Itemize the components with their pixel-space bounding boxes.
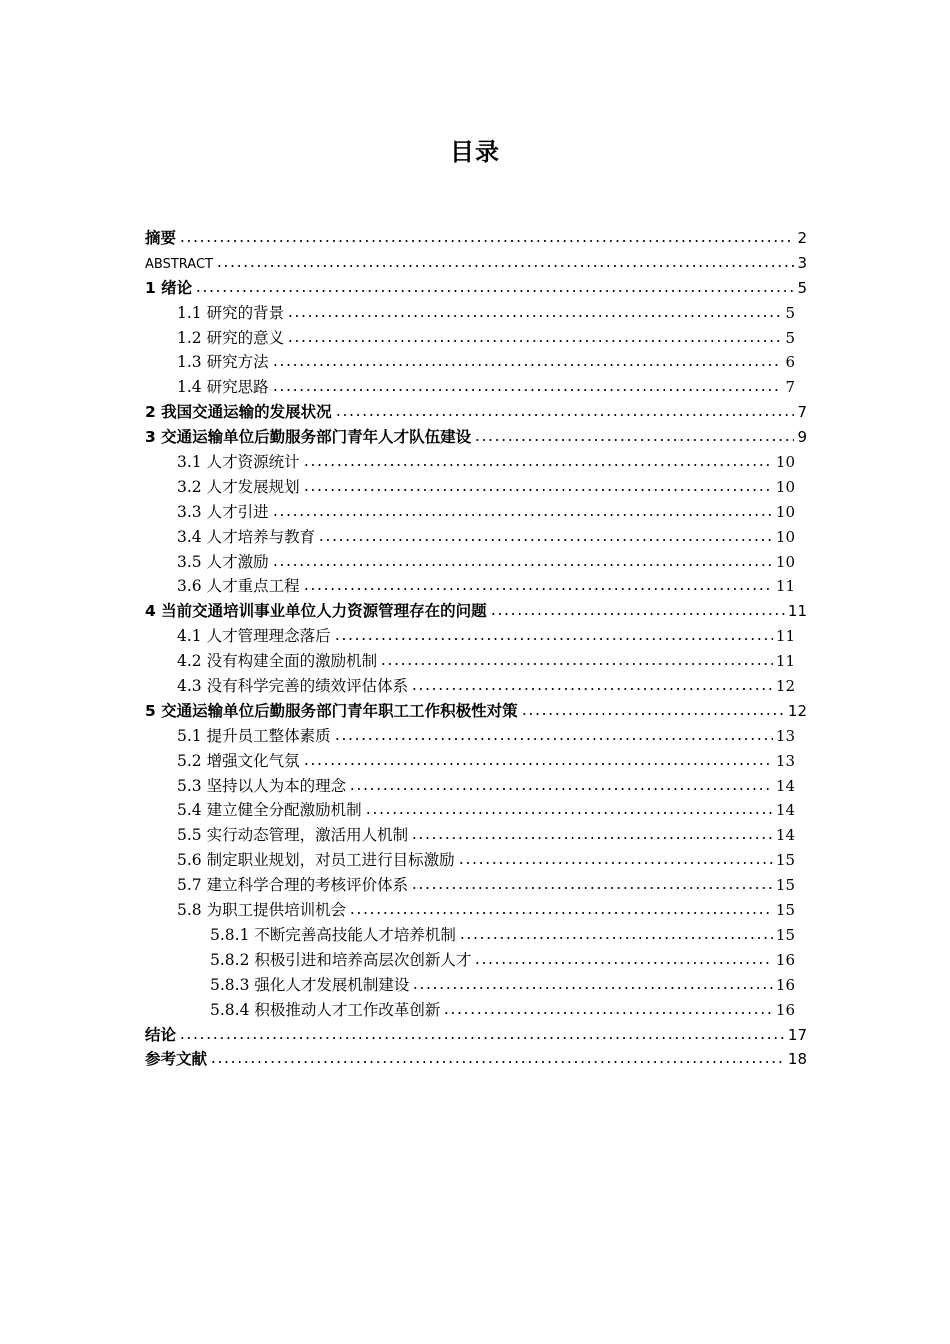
toc-dot-leader (380, 662, 773, 666)
toc-page-number: 14 (775, 826, 795, 845)
toc-page-number: 15 (775, 851, 795, 870)
toc-page-number: 13 (775, 726, 795, 745)
toc-entry-title: 5.3 坚持以人为本的理念 (177, 776, 347, 795)
toc-page-number: 11 (775, 652, 795, 671)
toc-page-number: 11 (787, 602, 807, 621)
toc-entry[interactable] (145, 898, 807, 923)
toc-dot-leader (318, 538, 773, 542)
toc-dot-leader (287, 339, 782, 343)
toc-dot-leader (335, 413, 795, 417)
toc-entry-title: 1.1 研究的背景 (177, 303, 285, 322)
toc-dot-leader (195, 289, 794, 293)
toc-page-number: 17 (787, 1025, 807, 1044)
toc-dot-leader (365, 811, 773, 815)
toc-entry-title: 摘要 (145, 229, 177, 247)
toc-entry-title: 5.8.4 积极推动人才工作改革创新 (210, 1000, 441, 1019)
toc-dot-leader (490, 612, 785, 616)
toc-page-number: 15 (775, 901, 795, 920)
toc-dot-leader (179, 1036, 785, 1040)
toc-entry-title: 3.5 人才激励 (177, 552, 269, 571)
toc-entry[interactable] (145, 301, 807, 326)
toc-entry[interactable] (145, 450, 807, 475)
toc-page-number: 18 (787, 1050, 807, 1069)
toc-dot-leader (272, 513, 773, 517)
toc-dot-leader (303, 762, 773, 766)
toc-page-number: 7 (785, 378, 795, 397)
toc-entry-title: 5.8.1 不断完善高技能人才培养机制 (210, 925, 456, 944)
toc-entry[interactable] (145, 500, 807, 525)
toc-page-number: 10 (775, 502, 795, 521)
toc-dot-leader (334, 637, 773, 641)
toc-dot-leader (412, 986, 773, 990)
toc-page-number: 11 (775, 627, 795, 646)
toc-dot-leader (272, 388, 783, 392)
toc-entry[interactable] (145, 699, 807, 724)
toc-dot-leader (411, 836, 773, 840)
toc-entry-title: 2 我国交通运输的发展状况 (145, 403, 332, 422)
toc-entry-title: 1.2 研究的意义 (177, 328, 285, 347)
toc-entry[interactable] (145, 1047, 807, 1072)
toc-entry-title: 5.7 建立科学合理的考核评价体系 (177, 876, 409, 895)
toc-dot-leader (334, 737, 773, 741)
toc-entry-title: 3.4 人才培养与教育 (177, 527, 316, 546)
toc-entry[interactable] (145, 923, 807, 948)
toc-entry-title: 3.3 人才引进 (177, 502, 269, 521)
toc-entry-title: 5.8.3 强化人才发展机制建设 (210, 975, 410, 994)
toc-entry[interactable] (145, 1023, 807, 1048)
toc-dot-leader (474, 438, 794, 442)
toc-entry-title: 3 交通运输单位后勤服务部门青年人才队伍建设 (145, 428, 472, 447)
table-of-contents (145, 226, 807, 1072)
toc-entry[interactable] (145, 599, 807, 624)
toc-dot-leader (411, 886, 773, 890)
toc-entry-title: 5.2 增强文化气氛 (177, 751, 300, 770)
toc-entry[interactable] (145, 649, 807, 674)
toc-page-number: 16 (775, 1000, 795, 1019)
toc-entry[interactable] (145, 226, 807, 251)
toc-entry[interactable] (145, 475, 807, 500)
toc-entry[interactable] (145, 823, 807, 848)
toc-entry-title: 4.3 没有科学完善的绩效评估体系 (177, 677, 409, 696)
toc-page-number: 14 (775, 776, 795, 795)
toc-entry-title: 5.8.2 积极引进和培养高层次创新人才 (210, 950, 472, 969)
toc-entry[interactable] (145, 550, 807, 575)
toc-page-number: 10 (775, 552, 795, 571)
toc-dot-leader (272, 563, 773, 567)
toc-dot-leader (272, 363, 783, 367)
toc-page-number: 2 (797, 229, 807, 247)
toc-entry[interactable] (145, 574, 807, 599)
toc-dot-leader (521, 712, 785, 716)
toc-entry-title: 5.5 实行动态管理，激活用人机制 (177, 826, 409, 845)
toc-entry-title: 结论 (145, 1025, 177, 1044)
toc-dot-leader (216, 264, 794, 268)
toc-entry[interactable] (145, 774, 807, 799)
toc-page-number: 6 (785, 353, 795, 372)
toc-entry[interactable] (145, 973, 807, 998)
toc-entry[interactable] (145, 948, 807, 973)
toc-dot-leader (210, 1060, 785, 1064)
toc-dot-leader (459, 936, 773, 940)
toc-entry[interactable] (145, 350, 807, 375)
toc-page-number: 15 (775, 876, 795, 895)
toc-entry[interactable] (145, 276, 807, 301)
toc-entry-title: 4.2 没有构建全面的激励机制 (177, 652, 378, 671)
toc-entry[interactable] (145, 375, 807, 400)
toc-page-number: 14 (775, 801, 795, 820)
toc-entry[interactable] (145, 749, 807, 774)
toc-entry-title: 5.6 制定职业规划，对员工进行目标激励 (177, 851, 455, 870)
toc-entry[interactable] (145, 326, 807, 351)
toc-page-number: 11 (775, 577, 795, 596)
toc-entry-title: 参考文献 (145, 1050, 208, 1069)
page-title: 目录 (450, 138, 500, 166)
toc-dot-leader (303, 463, 773, 467)
toc-page-number: 16 (775, 975, 795, 994)
toc-dot-leader (349, 911, 773, 915)
toc-dot-leader (303, 587, 773, 591)
toc-entry[interactable] (145, 724, 807, 749)
toc-entry[interactable] (145, 624, 807, 649)
toc-page-number: 10 (775, 453, 795, 472)
toc-entry-title: 5.4 建立健全分配激励机制 (177, 801, 362, 820)
toc-entry[interactable] (145, 525, 807, 550)
toc-dot-leader (179, 239, 794, 243)
toc-entry-title: 5 交通运输单位后勤服务部门青年职工工作积极性对策 (145, 701, 518, 720)
toc-entry-title: 5.1 提升员工整体素质 (177, 726, 331, 745)
toc-entry[interactable] (145, 251, 807, 276)
toc-entry-title: 3.6 人才重点工程 (177, 577, 300, 596)
toc-entry-title: 1.4 研究思路 (177, 378, 269, 397)
toc-entry[interactable] (145, 400, 807, 425)
toc-entry-title: 1 绪论 (145, 278, 193, 297)
toc-page-number: 5 (785, 328, 795, 347)
toc-entry-title: ABSTRACT (145, 256, 213, 272)
toc-page-number: 13 (775, 751, 795, 770)
toc-entry-title: 4 当前交通培训事业单位人力资源管理存在的问题 (145, 602, 487, 621)
toc-dot-leader (349, 787, 773, 791)
toc-page-number: 9 (797, 428, 807, 447)
toc-dot-leader (474, 961, 773, 965)
toc-dot-leader (287, 314, 782, 318)
toc-entry[interactable] (145, 848, 807, 873)
toc-page-number: 15 (775, 925, 795, 944)
toc-entry[interactable] (145, 425, 807, 450)
toc-entry[interactable] (145, 674, 807, 699)
toc-page-number: 5 (785, 303, 795, 322)
toc-entry[interactable] (145, 998, 807, 1023)
toc-page-number: 7 (797, 403, 807, 422)
toc-entry-title: 5.8 为职工提供培训机会 (177, 901, 347, 920)
toc-page-number: 10 (775, 527, 795, 546)
toc-entry-title: 3.2 人才发展规划 (177, 477, 300, 496)
toc-page-number: 12 (775, 677, 795, 696)
toc-entry[interactable] (145, 798, 807, 823)
toc-page-number: 5 (797, 278, 807, 297)
toc-dot-leader (443, 1011, 773, 1015)
toc-entry-title: 1.3 研究方法 (177, 353, 269, 372)
toc-entry-title: 3.1 人才资源统计 (177, 453, 300, 472)
toc-dot-leader (411, 687, 773, 691)
toc-entry-title: 4.1 人才管理理念落后 (177, 627, 331, 646)
toc-dot-leader (458, 861, 773, 865)
toc-entry[interactable] (145, 873, 807, 898)
toc-dot-leader (303, 488, 773, 492)
toc-page-number: 16 (775, 950, 795, 969)
toc-page-number: 3 (797, 253, 807, 272)
toc-page-number: 12 (787, 701, 807, 720)
toc-page-number: 10 (775, 477, 795, 496)
